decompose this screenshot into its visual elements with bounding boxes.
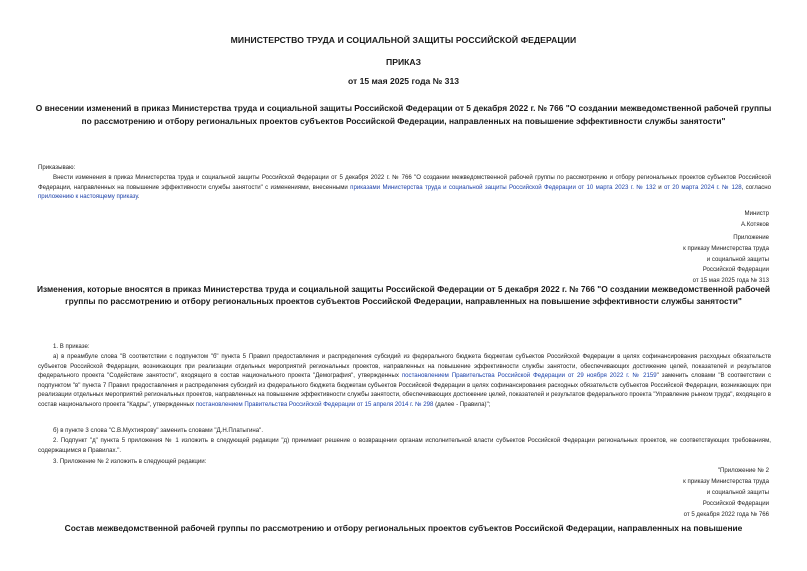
- appendix-header-line: к приказу Министерства труда: [683, 245, 769, 252]
- appendix-header-line: Российской Федерации: [702, 266, 769, 273]
- doc-type-heading: ПРИКАЗ: [386, 57, 421, 67]
- link-decree-298[interactable]: постановлением Правительства Российской Федерации от 15 апреля 2014 г. № 298: [195, 400, 434, 408]
- intro-paragraph: Внести изменения в приказ Министерства труда и социальной защиты Российской Федерации от 5 декабря 2022 г. № 766 "О создании межведомственной рабочей группы по рассмотрению и отбору региональных проектов субъектов Российской Федерации, направленных на повышение эффективности службы занятости" с изменениями, внесенными приказами Министерства труда и социальной защиты Российской Федерации от 10 марта 2023 г. № 132 и от 20 марта 2024 г. № 128, согласно приложению к настоящему приказу.: [38, 174, 772, 201]
- change-item-2: 2. Подпункт "д" пункта 5 приложения № 1 изложить в следующей редакции "д) принимает решение о возвращении органам исполнительной власти субъектов Российской Федерации региональных проектов, не соответствующих требованиям, содержащимся в Правилах.".: [38, 437, 771, 454]
- signature-position: Министр: [744, 210, 769, 217]
- ministry-heading: МИНИСТЕРСТВО ТРУДА И СОЦИАЛЬНОЙ ЗАЩИТЫ РОССИЙСКОЙ ФЕДЕРАЦИИ: [230, 35, 577, 45]
- appendix2-header-line: "Приложение № 2: [717, 467, 769, 474]
- appendix2-header-line: Российской Федерации: [702, 500, 769, 507]
- appendix-header-line: и социальной защиты: [706, 256, 769, 263]
- appendix-header-line: от 15 мая 2025 года № 313: [692, 277, 769, 284]
- appendix2-header-line: и социальной защиты: [706, 489, 769, 496]
- appendix-header-line: Приложение: [733, 234, 769, 241]
- appendix2-header-line: от 5 декабря 2022 года № 766: [683, 511, 769, 518]
- doc-title: О внесении изменений в приказ Министерства труда и социальной защиты Российской Федерации от 5 декабря 2022 г. № 766 "О создании межведомственной рабочей группы по рассмотрению и отбору региональных проектов субъектов Российской Федерации, направленных на повышение эффективности службы занятости": [35, 103, 772, 126]
- change-item-1b: б) в пункте 3 слова "С.В.Мухтиярову" заменить словами "Д.Н.Платыгина".: [53, 427, 264, 434]
- doc-date-number: от 15 мая 2025 года № 313: [347, 76, 460, 86]
- prikazyvayu-label: Приказываю:: [38, 164, 76, 171]
- composition-title: Состав межведомственной рабочей группы по рассмотрению и отбору региональных проектов субъектов Российской Федерации, направленных на повышение: [64, 523, 743, 533]
- link-decree-2159[interactable]: постановлением Правительства Российской Федерации от 29 ноября 2022 г. № 2159: [401, 372, 657, 380]
- change-item-3: 3. Приложение № 2 изложить в следующей редакции:: [53, 458, 207, 465]
- link-appendix[interactable]: приложению к настоящему приказу: [38, 193, 138, 201]
- change-item-1a: а) в преамбуле слова "В соответствии с подпунктом "б" пункта 5 Правил предоставления и распределения субсидий из федерального бюджета бюджетам субъектов Российской Федерации в целях софинансирования расходных обязательств субъектов Российской Федерации, возникающих при реализации отдельных мероприятий региональных проектов, направленных на повышение эффективности службы занятости, обеспечивающих достижение целей, показателей и результатов федерального проекта "Содействие занятости", входящего в состав национального проекта "Демография", утвержденных постановлением Правительства Российской Федерации от 29 ноября 2022 г. № 2159" заменить словами "В соответствии с подпунктом "в" пункта 7 Правил предоставления и распределения субсидий из федерального бюджета бюджетам субъектов Российской Федерации в целях софинансирования расходных обязательств субъектов Российской Федерации, возникающих при реализации отдельных мероприятий региональных проектов, направленных на повышение эффективности службы занятости, обеспечивающих достижение целей, показателей и результатов федерального проекта "Управление рынком труда", входящего в состав национального проекта "Кадры", утвержденных постановлением Правительства Российской Федерации от 15 апреля 2014 г. № 298 (далее - Правила)";: [38, 353, 772, 408]
- signature-name: А.Котяков: [740, 221, 769, 228]
- link-amending-order-2023[interactable]: приказами Министерства труда и социальной защиты Российской Федерации от 10 марта 2023 г. № 132: [350, 183, 656, 191]
- appendix2-header-line: к приказу Министерства труда: [683, 478, 769, 485]
- link-amending-order-2024[interactable]: от 20 марта 2024 г. № 128: [663, 183, 742, 191]
- section-title: Изменения, которые вносятся в приказ Министерства труда и социальной защиты Российской Федерации от 5 декабря 2022 г. № 766 "О создании межведомственной рабочей группы по рассмотрению и отбору региональных проектов субъектов Российской Федерации, направленных на повышение эффективности службы занятости": [37, 284, 770, 306]
- change-item-1: 1. В приказе:: [53, 343, 90, 350]
